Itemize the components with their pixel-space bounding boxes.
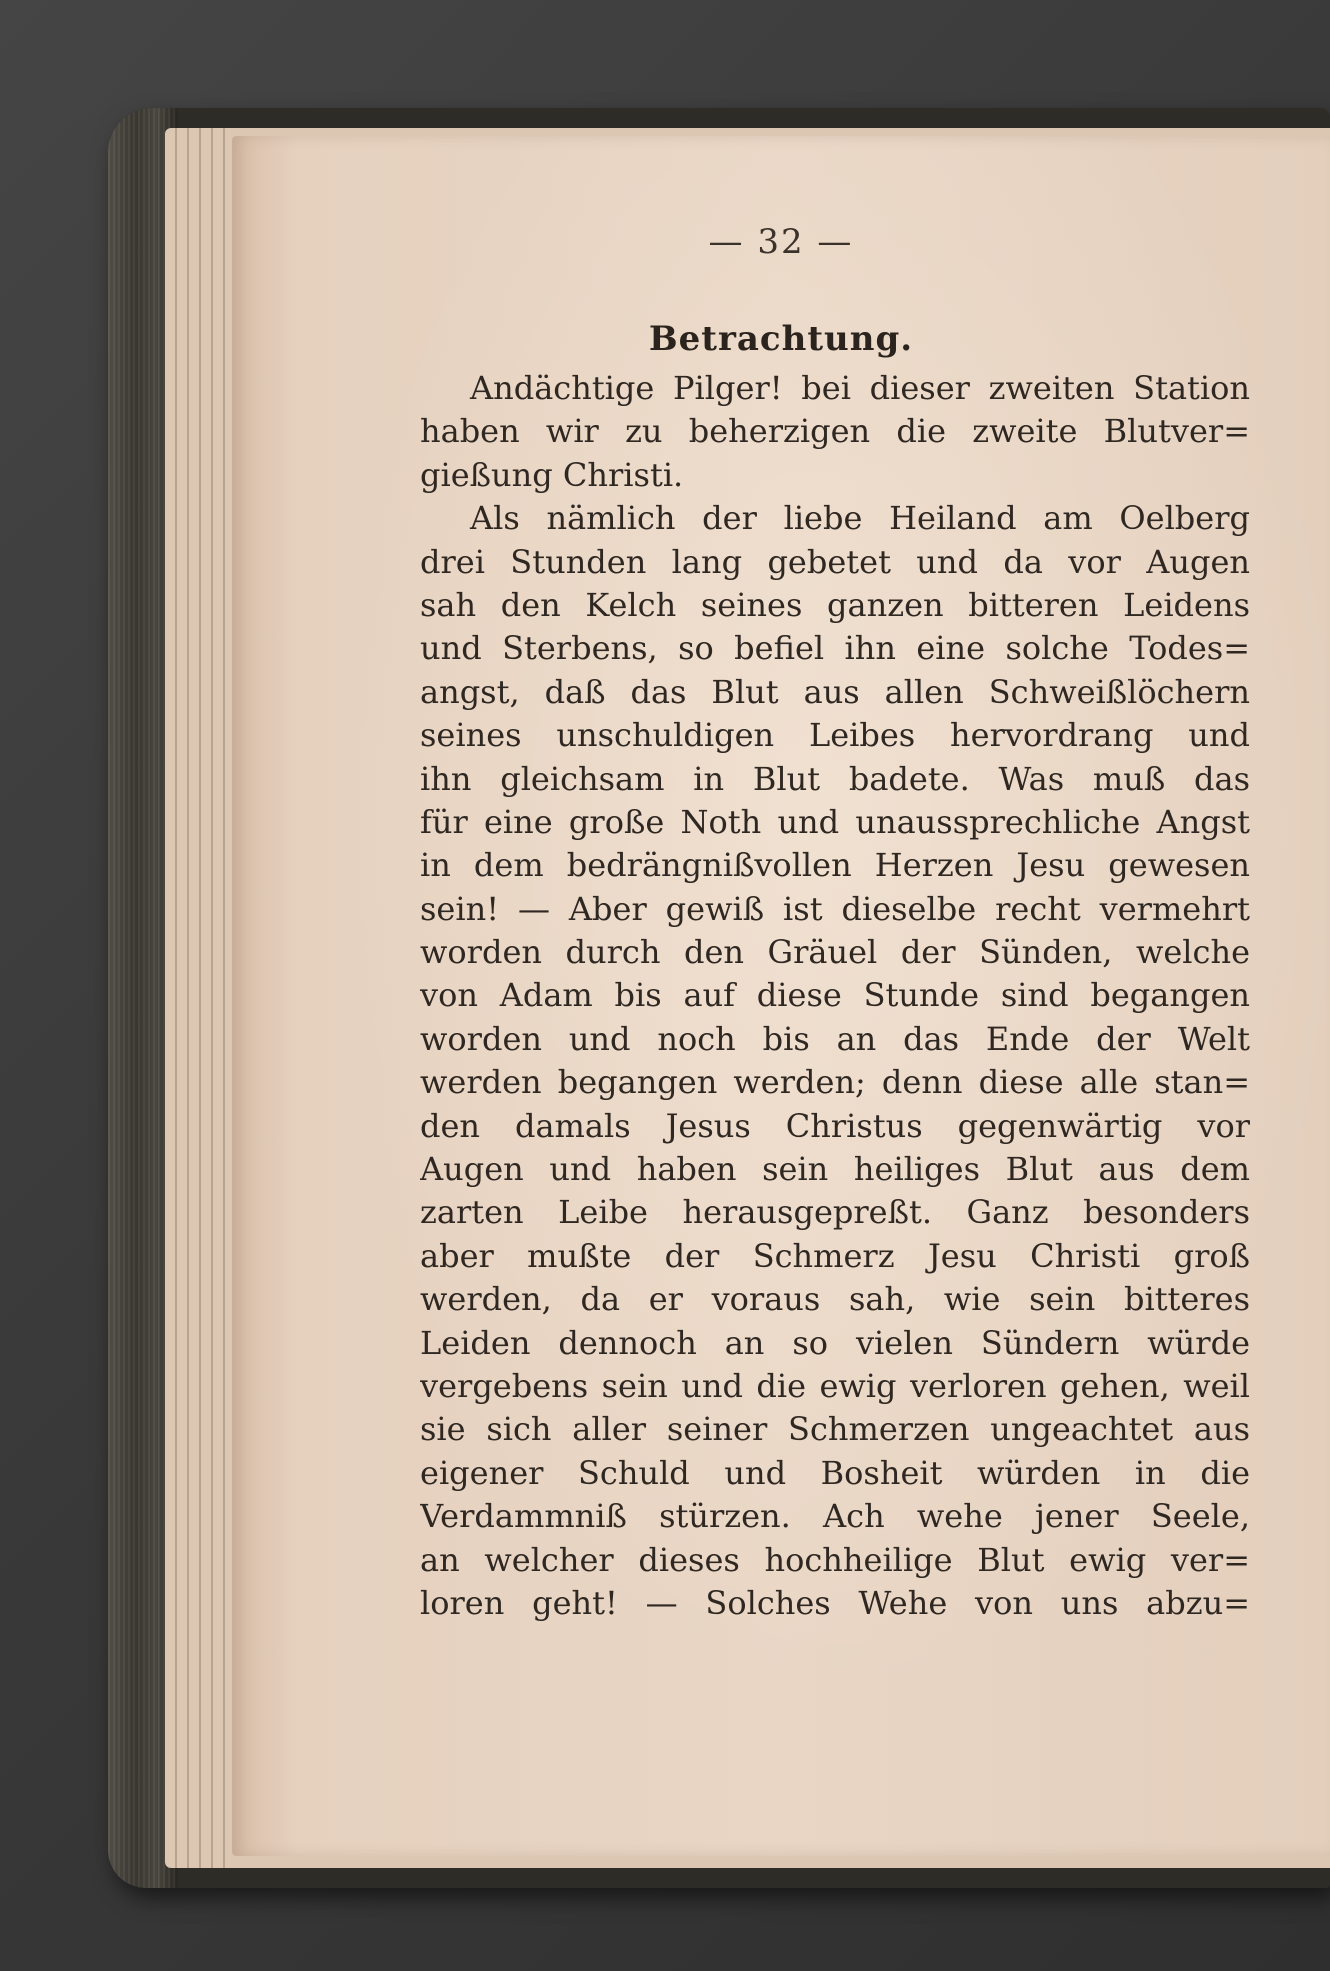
text-line: Verdammniß stürzen. Ach wehe jener Seele, (420, 1497, 1250, 1536)
text-line: zarten Leibe herausgepreßt. Ganz besonders (420, 1193, 1250, 1232)
text-line: Als nämlich der liebe Heiland am Oelberg (470, 499, 1250, 538)
text-line: worden und noch bis an das Ende der Welt (420, 1019, 1250, 1058)
text-line: haben wir zu beherzigen die zweite Blutver= (420, 412, 1250, 451)
text-line: sein! — Aber gewiß ist dieselbe recht vermehrt (420, 889, 1250, 928)
text-line: loren geht! — Solches Wehe von uns abzu= (420, 1583, 1250, 1622)
text-line: Leiden dennoch an so vielen Sündern würde (420, 1323, 1250, 1362)
section-heading: Betrachtung. (648, 319, 914, 359)
text-line: worden durch den Gräuel der Sünden, welche (420, 933, 1250, 972)
text-line: angst, daß das Blut aus allen Schweißlöchern (420, 672, 1250, 711)
text-line: sah den Kelch seines ganzen bitteren Leidens (420, 585, 1250, 624)
body-text (420, 367, 1250, 1625)
book-page (232, 136, 1330, 1856)
text-line: eigener Schuld und Bosheit würden in die (420, 1453, 1250, 1492)
text-line: und Sterbens, so befiel ihn eine solche Todes= (420, 629, 1250, 668)
text-line: von Adam bis auf diese Stunde sind begangen (420, 976, 1250, 1015)
text-line: vergebens sein und die ewig verloren gehen, weil (420, 1366, 1250, 1405)
text-line: in dem bedrängnißvollen Herzen Jesu gewesen (420, 846, 1250, 885)
text-line: ihn gleichsam in Blut badete. Was muß das (420, 759, 1250, 798)
text-line: an welcher dieses hochheilige Blut ewig ver= (420, 1540, 1250, 1579)
text-line: seines unschuldigen Leibes hervordrang und (420, 716, 1250, 755)
text-line: werden begangen werden; denn diese alle stan= (420, 1063, 1250, 1102)
text-line: den damals Jesus Christus gegenwärtig vor (420, 1106, 1250, 1145)
text-line: gießung Christi. (420, 455, 684, 494)
text-line: Augen und haben sein heiliges Blut aus dem (420, 1150, 1250, 1189)
text-line: sie sich aller seiner Schmerzen ungeachtet aus (420, 1410, 1250, 1449)
text-line: werden, da er voraus sah, wie sein bitteres (420, 1280, 1250, 1319)
text-line: Andächtige Pilger! bei dieser zweiten Station (470, 369, 1250, 407)
text-line: drei Stunden lang gebetet und da vor Augen (420, 542, 1250, 581)
text-line: für eine große Noth und unaussprechliche Angst (420, 802, 1250, 841)
text-line: aber mußte der Schmerz Jesu Christi groß (420, 1236, 1250, 1275)
page-number: — 32 — (708, 222, 854, 262)
